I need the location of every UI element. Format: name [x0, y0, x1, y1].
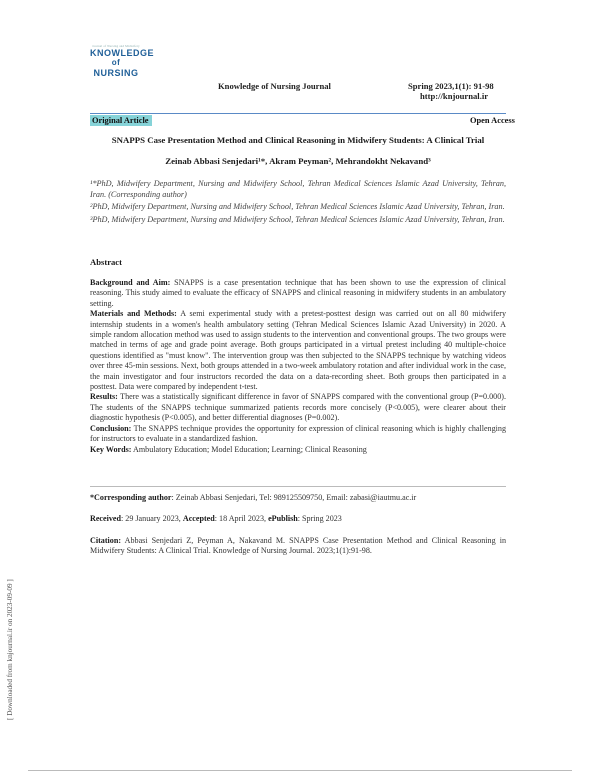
abstract-conclusion: [90, 424, 506, 445]
affiliation-3: ³PhD, Midwifery Department, Nursing and Midwifery School, Tehran Medical Sciences Islamic Azad University, Tehran, Iran.: [90, 214, 505, 224]
section-divider: [90, 486, 506, 487]
footer-rule: [28, 770, 572, 771]
keywords-text: Ambulatory Education; Model Education; Learning; Clinical Reasoning: [131, 444, 367, 454]
author-list: Zeinab Abbasi Senjedari¹*, Akram Peyman², Mehrandokht Nekavand³: [165, 156, 431, 166]
keywords-label: Key Words:: [90, 444, 132, 454]
epublish-label: ePublish: [268, 514, 298, 523]
citation: [90, 536, 506, 557]
header-rule: [90, 113, 506, 114]
accepted-date: : 18 April 2023,: [214, 514, 269, 523]
logo-small-text: Journal of Nursing and Midwifery: [92, 44, 140, 48]
corresponding-author: [90, 493, 506, 503]
logo-line-2: of: [111, 58, 121, 67]
background-label: Background and Aim:: [90, 278, 171, 287]
abstract-results: [90, 392, 506, 423]
methods-text: A semi experimental study with a pretest-posttest design was carried out on all 80 midwifery internship students in a women's health ambulatory setting (Tehran Medical Sciences Islamic Azad University) in 2020. A simple random allocation method was used to assign students to the intervention and conventional groups. The two groups were matched in terms of age and grade point average. Both groups participated in a virtual pretest including 40 multiple-choice questions identified as "must know". The intervention group was then subjected to the SNAPPS technique by watching videos over three 45-min sessions. Next, both groups attended in a two-week ambulatory rotation and after individual work in the case, the main investigator and four instructors recorded the data on a data-recording sheet. Both groups then participated in a posttest. Data were compared by independent t-test.: [90, 309, 507, 392]
abstract-keywords: [90, 445, 506, 455]
received-date: : 29 January 2023,: [121, 514, 183, 523]
epublish-date: : Spring 2023: [297, 514, 342, 523]
journal-name: Knowledge of Nursing Journal: [218, 81, 331, 91]
citation-text: Abbasi Senjedari Z, Peyman A, Nakavand M. SNAPPS Case Presentation Method and Clinical Reasoning in Midwifery Students: A Clinical Trial. Knowledge of Nursing Journal. 2023;1(1):91-98.: [90, 536, 506, 556]
background-text: SNAPPS is a case presentation technique that has been shown to use the expression of clinical reasoning. This study aimed to evaluate the efficacy of SNAPPS and clinical reasoning in midwifery students in an ambulatory setting.: [90, 278, 507, 308]
journal-logo: [90, 44, 154, 90]
corresponding-label: *Corresponding author: [90, 493, 172, 502]
results-text: There was a statistically significant difference in favor of SNAPPS compared with the conventional group (P=0.000). The students of the SNAPPS technique summarized patients records more concisely (P<0.005), were clearer about their diagnostic hypothesis (P<0.005), and better differential diagnoses (P=0.002).: [90, 392, 506, 423]
citation-label: Citation:: [90, 536, 122, 545]
accepted-label: Accepted: [182, 514, 215, 523]
issue-info: Spring 2023,1(1): 91-98: [408, 81, 494, 91]
corresponding-text: : Zeinab Abbasi Senjedari, Tel: 989125509750, Email: zabasi@iautmu.ac.ir: [171, 493, 417, 502]
logo-line-1: KNOWLEDGE: [90, 48, 154, 58]
abstract-background: [90, 278, 506, 309]
received-label: Received: [90, 514, 122, 523]
download-side-note: [ Downloaded from knjournal.ir on 2023-09-09 ]: [6, 579, 14, 720]
journal-url[interactable]: http://knjournal.ir: [420, 91, 489, 101]
open-access-label: Open Access: [470, 116, 515, 125]
methods-label: Materials and Methods:: [90, 309, 177, 319]
logo-line-3: NURSING: [93, 68, 139, 78]
affiliations: [90, 178, 506, 226]
results-label: Results:: [90, 392, 118, 402]
article-title: SNAPPS Case Presentation Method and Clinical Reasoning in Midwifery Students: A Clinical Trial: [111, 135, 485, 145]
article-type-badge: Original Article: [90, 115, 152, 126]
conclusion-label: Conclusion:: [90, 423, 132, 433]
affiliation-2: ²PhD, Midwifery Department, Nursing and Midwifery School, Tehran Medical Sciences Islamic Azad University, Tehran, Iran.: [90, 202, 505, 212]
abstract-heading: Abstract: [90, 257, 122, 267]
abstract-body: [90, 278, 506, 455]
publication-dates: [90, 514, 506, 524]
abstract-methods: [90, 309, 506, 392]
conclusion-text: The SNAPPS technique provides the opportunity for expression of clinical reasoning which is highly challenging for instructors to evaluate in a standardized fashion.: [90, 423, 506, 444]
affiliation-1: ¹*PhD, Midwifery Department, Nursing and Midwifery School, Tehran Medical Sciences Islamic Azad University, Tehran, Iran. (Corresponding author): [90, 179, 506, 200]
